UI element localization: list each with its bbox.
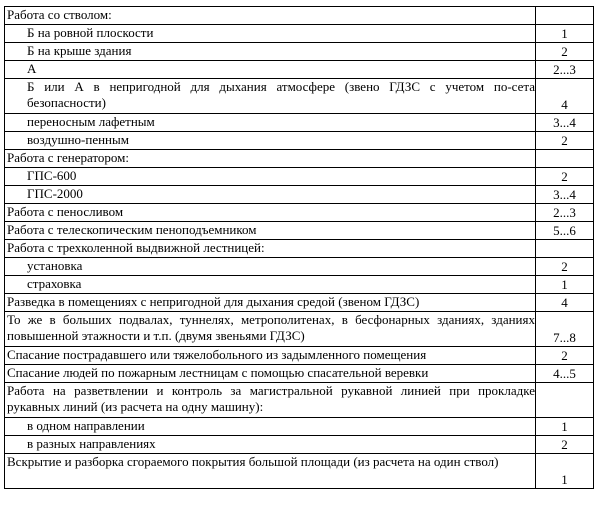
row-value [536,7,594,25]
row-value: 1 [536,276,594,294]
row-value: 1 [536,25,594,43]
row-value: 3...4 [536,186,594,204]
table-row [5,25,594,43]
row-text: Спасание людей по пожарным лестницам с помощью спасательной веревки [5,365,536,383]
row-value: 2 [536,132,594,150]
row-text: Б или А в непригодной для дыхания атмосфере (звено ГДЗС с учетом по-сета безопасности) [5,79,536,114]
table-row [5,258,594,276]
table-row [5,240,594,258]
table-row [5,418,594,436]
row-text: Работа с пеносливом [5,204,536,222]
table-row [5,186,594,204]
row-text: ГПС-600 [5,168,536,186]
table-row [5,43,594,61]
row-value: 2 [536,347,594,365]
row-value: 2...3 [536,204,594,222]
table-row [5,454,594,489]
row-value: 4...5 [536,365,594,383]
row-text: Спасание пострадавшего или тяжелобольного из задымленного помещения [5,347,536,365]
row-text: Разведка в помещениях с непригодной для дыхания средой (звеном ГДЗС) [5,294,536,312]
row-value: 5...6 [536,222,594,240]
table-row [5,276,594,294]
row-text: в разных направлениях [5,436,536,454]
row-text: переносным лафетным [5,114,536,132]
norms-table [4,6,594,489]
row-text: Работа со стволом: [5,7,536,25]
table-row [5,132,594,150]
table-row [5,383,594,418]
row-value: 2 [536,436,594,454]
table-row [5,79,594,114]
row-value: 4 [536,294,594,312]
table-row [5,222,594,240]
row-value: 2 [536,168,594,186]
table-row [5,347,594,365]
table-row [5,365,594,383]
table-row [5,204,594,222]
table-row [5,436,594,454]
row-text: Б на крыше здания [5,43,536,61]
row-value [536,383,594,418]
row-value [536,240,594,258]
row-text: То же в больших подвалах, туннелях, метрополитенах, в бесфонарных зданиях, зданиях повышенной этажности и т.п. (двумя звеньями ГДЗС) [5,312,536,347]
table-row [5,312,594,347]
table-row [5,61,594,79]
row-value: 2...3 [536,61,594,79]
row-value: 1 [536,418,594,436]
top-rule [535,6,593,7]
row-text: установка [5,258,536,276]
row-value: 2 [536,43,594,61]
row-text: Вскрытие и разборка сгораемого покрытия большой площади (из расчета на один ствол) [5,454,536,489]
row-value: 3...4 [536,114,594,132]
document-page [4,6,593,489]
row-text: А [5,61,536,79]
row-value: 4 [536,79,594,114]
norms-table-body [5,7,594,489]
row-text: Работа с телескопическим пеноподъемником [5,222,536,240]
table-row [5,294,594,312]
table-row [5,7,594,25]
row-value: 2 [536,258,594,276]
row-text: ГПС-2000 [5,186,536,204]
table-row [5,150,594,168]
row-text: страховка [5,276,536,294]
row-text: Работа с трехколенной выдвижной лестницей: [5,240,536,258]
row-value: 1 [536,454,594,489]
table-row [5,114,594,132]
row-text: Работа на разветвлении и контроль за магистральной рукавной линией при прокладке рукавных линий (из расчета на одну машину): [5,383,536,418]
row-value [536,150,594,168]
row-text: в одном направлении [5,418,536,436]
row-text: Работа с генератором: [5,150,536,168]
table-row [5,168,594,186]
row-value: 7...8 [536,312,594,347]
row-text: воздушно-пенным [5,132,536,150]
row-text: Б на ровной плоскости [5,25,536,43]
